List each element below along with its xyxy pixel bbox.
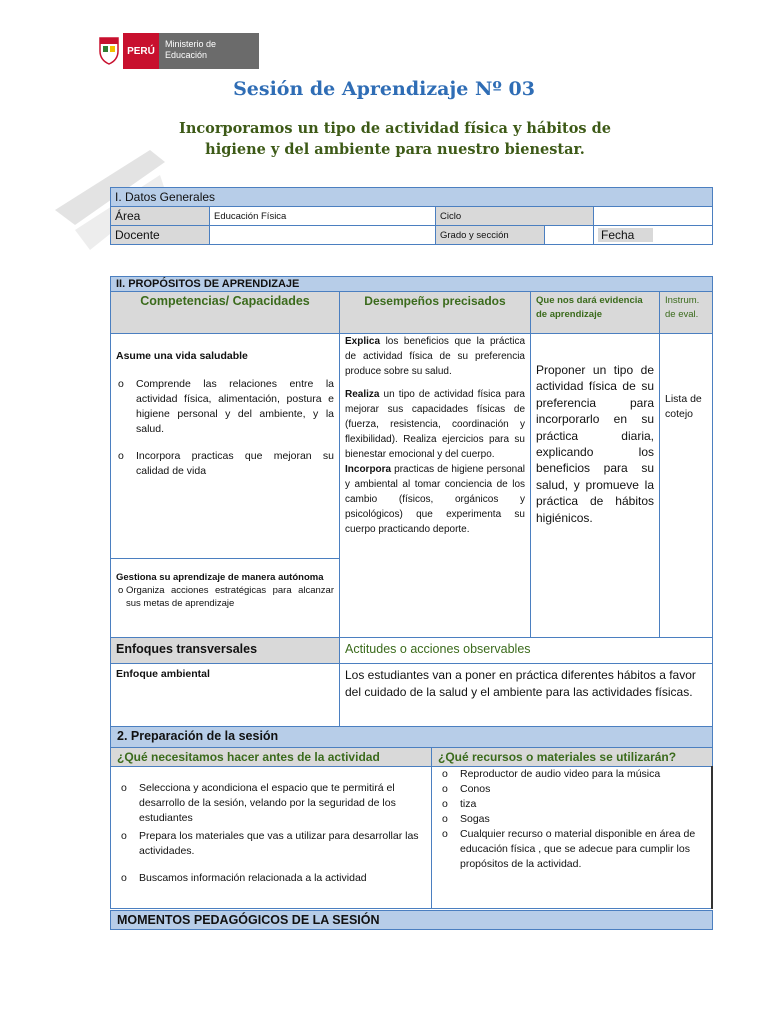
col-desempenos: Desempeños precisados: [340, 292, 531, 334]
fecha-cell: [594, 226, 713, 245]
list-item: o Conos: [440, 782, 705, 797]
col-antes: ¿Qué necesitamos hacer antes de la actividad: [111, 748, 432, 767]
grado-value: [545, 226, 594, 245]
grado-label: Grado y sección: [436, 226, 545, 245]
logo-ministry-label: Ministerio de Educación: [159, 33, 259, 69]
minedu-logo: [97, 33, 259, 69]
antes-cell: [111, 767, 432, 909]
desempeno-explica: Explica los beneficios que la práctica de actividad física de su preferencia produce sobre su salud.: [345, 336, 525, 377]
list-item: o Buscamos información relacionada a la actividad: [119, 871, 425, 886]
preparacion-heading: 2. Preparación de la sesión: [111, 727, 713, 748]
recursos-list: [438, 767, 705, 872]
propositos-heading: II. PROPÓSITOS DE APRENDIZAJE: [111, 277, 713, 292]
actitudes-label: Actitudes o acciones observables: [340, 638, 713, 664]
list-item: o Cualquier recurso o material disponible en área de educación física , que se adecue para cumplir los propósitos de la actividad.: [440, 827, 705, 872]
list-item: o Incorpora practicas que mejoran su calidad de vida: [116, 449, 334, 479]
instrumento-cell: Lista de cotejo: [660, 334, 713, 638]
datos-generales-heading: I. Datos Generales: [111, 188, 713, 207]
list-item: o tiza: [440, 797, 705, 812]
propositos-table: [110, 276, 713, 761]
logo-peru-label: PERÚ: [123, 33, 159, 69]
list-item: o Organiza acciones estratégicas para alcanzar sus metas de aprendizaje: [116, 584, 334, 610]
datos-generales-table: [110, 187, 713, 245]
competencia-title: Gestiona su aprendizaje de manera autónoma: [116, 572, 324, 583]
list-item: o Prepara los materiales que vas a utilizar para desarrollar las actividades.: [119, 829, 425, 859]
area-label: Área: [111, 207, 210, 226]
docente-label: Docente: [111, 226, 210, 245]
enfoque-ambiental-text: Los estudiantes van a poner en práctica diferentes hábitos a favor del cuidado de la salud y el ambiente para las actividades físicas.: [340, 664, 713, 761]
area-value: Educación Física: [210, 207, 436, 226]
ciclo-label: Ciclo: [436, 207, 594, 226]
evidencia-cell: Proponer un tipo de actividad física de su preferencia para incorporarlo en su práctica diaria, explicando los beneficios para su salud, y promueve la práctica de hábitos higiénicos.: [531, 334, 660, 638]
docente-value: [210, 226, 436, 245]
list-item: o Selecciona y acondiciona el espacio que te permitirá el desarrollo de la sesión, velando por la seguridad de los estudiantes: [119, 781, 425, 826]
list-item: o Reproductor de audio video para la música: [440, 767, 705, 782]
recursos-cell: [432, 767, 713, 909]
competencia-vida-saludable: [111, 334, 340, 559]
col-instrumento: Instrum. de eval.: [660, 292, 713, 334]
competencia-title: Asume una vida saludable: [116, 350, 248, 362]
enfoques-label: Enfoques transversales: [111, 638, 340, 664]
enfoque-ambiental-label: Enfoque ambiental: [111, 664, 340, 761]
col-competencias: Competencias/ Capacidades: [111, 292, 340, 334]
list-item: o Comprende las relaciones entre la actividad física, alimentación, postura e higiene personal y del ambiente, y la salud.: [116, 377, 334, 437]
peru-coat-of-arms-icon: [97, 35, 121, 65]
preparacion-table: [110, 726, 713, 909]
ciclo-value: [594, 207, 713, 226]
antes-list: [117, 781, 425, 886]
capacidades-list: [116, 584, 334, 610]
page-title: Sesión de Aprendizaje Nº 03: [233, 78, 535, 100]
col-recursos: ¿Qué recursos o materiales se utilizarán?: [432, 748, 713, 767]
fecha-label: Fecha: [598, 228, 653, 242]
competencia-gestiona: [111, 559, 340, 638]
capacidades-list: [116, 377, 334, 479]
desempenos-cell: [340, 334, 531, 638]
list-item: o Sogas: [440, 812, 705, 827]
session-subtitle: Incorporamos un tipo de actividad física y hábitos de higiene y del ambiente para nuestro bienestar.: [179, 120, 611, 158]
col-evidencia: Que nos dará evidencia de aprendizaje: [531, 292, 660, 334]
desempeno-incorpora: Incorpora practicas de higiene personal y ambiental al tomar conciencia de los cambio (físicos, orgánicos y psicológicos) que experimenta su cuerpo practicando deporte.: [345, 464, 525, 535]
momentos-heading: MOMENTOS PEDAGÓGICOS DE LA SESIÓN: [110, 910, 713, 930]
desempeno-realiza: Realiza un tipo de actividad física para mejorar sus capacidades físicas de (fuerza, resistencia, coordinación y flexibilidad). Realiza ejercicios para su bienestar emocional y del cuerpo.: [345, 389, 525, 460]
